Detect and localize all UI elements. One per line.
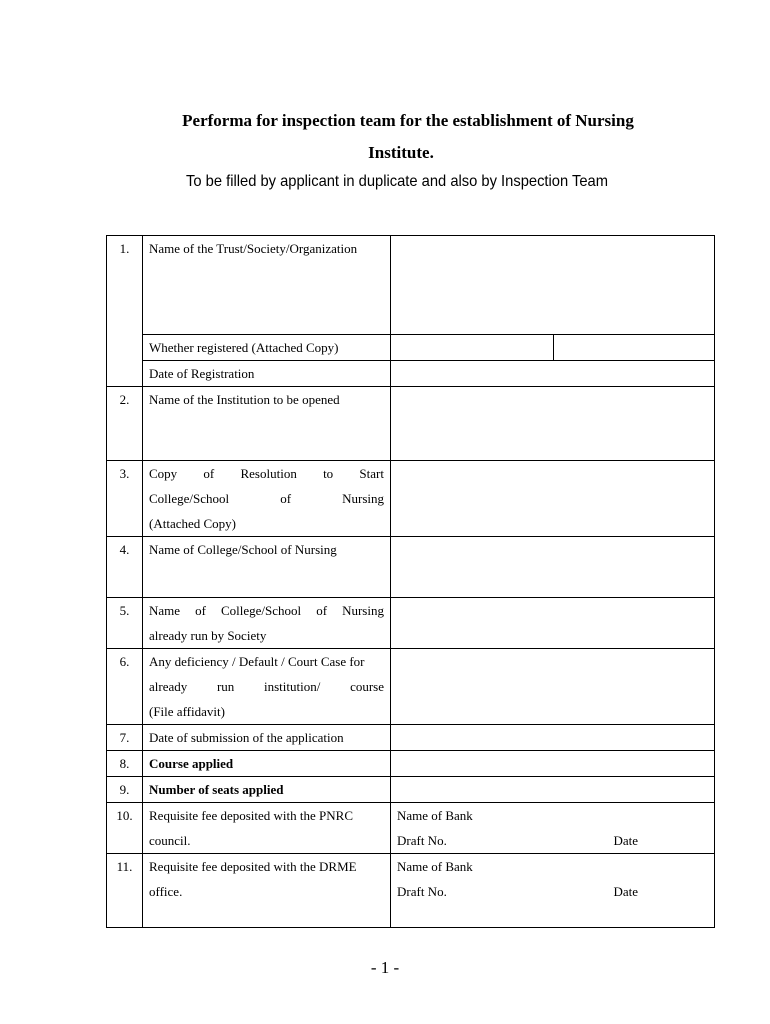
page-number: - 1 - (370, 958, 400, 977)
row-label-college-name: Name of College/School of Nursing (143, 537, 391, 598)
row-label-deficiency (143, 649, 391, 725)
row-number: 2. (107, 387, 143, 461)
form-row-1a (107, 335, 715, 361)
field-registered-copy[interactable] (554, 335, 715, 361)
row-label-submission-date: Date of submission of the application (143, 725, 391, 751)
draft-no-label: Draft No. (397, 884, 447, 899)
field-drme-fee[interactable] (391, 854, 715, 928)
row-number: 5. (107, 598, 143, 649)
row-number: 1. (107, 236, 143, 387)
bank-name-label: Name of Bank (397, 808, 473, 823)
label-word: of (280, 491, 292, 506)
row-label-pnrc-fee (143, 803, 391, 854)
label-word: Nursing (342, 491, 384, 506)
form-subtitle: To be filled by applicant in duplicate and also by Inspection Team (186, 173, 608, 190)
row-number: 4. (107, 537, 143, 598)
field-registration-date[interactable] (391, 361, 715, 387)
label-line: Any deficiency / Default / Court Case for (149, 654, 365, 669)
label-word: Name (149, 603, 181, 618)
row-label-registration-date: Date of Registration (143, 361, 391, 387)
label-word: Start (359, 466, 384, 481)
form-row-1 (107, 236, 715, 335)
form-title-line1: Performa for inspection team for the establishment of Nursing (182, 111, 634, 130)
field-deficiency[interactable] (391, 649, 715, 725)
label-line: council. (149, 833, 191, 848)
label-line: office. (149, 884, 183, 899)
row-label-drme-fee (143, 854, 391, 928)
row-label-course-applied: Course applied (143, 751, 391, 777)
row-number: 9. (107, 777, 143, 803)
field-existing-college[interactable] (391, 598, 715, 649)
form-row-6 (107, 649, 715, 725)
inspection-form-table (106, 235, 715, 928)
field-institution-name[interactable] (391, 387, 715, 461)
row-label-institution-name: Name of the Institution to be opened (143, 387, 391, 461)
row-number: 8. (107, 751, 143, 777)
form-row-8 (107, 751, 715, 777)
row-label-registered: Whether registered (Attached Copy) (143, 335, 391, 361)
field-seats-applied[interactable] (391, 777, 715, 803)
label-line: Requisite fee deposited with the PNRC (149, 808, 354, 823)
label-word: Copy (149, 466, 178, 481)
form-row-5 (107, 598, 715, 649)
date-label: Date (613, 884, 638, 899)
row-label-seats-applied: Number of seats applied (143, 777, 391, 803)
field-college-name[interactable] (391, 537, 715, 598)
label-line: Requisite fee deposited with the DRME (149, 859, 357, 874)
label-word: institution/ (264, 679, 321, 694)
label-line: (Attached Copy) (149, 516, 237, 531)
label-word: course (350, 679, 384, 694)
form-row-4 (107, 537, 715, 598)
draft-no-label: Draft No. (397, 833, 447, 848)
form-title-line2: Institute. (368, 143, 434, 162)
row-label-trust-name: Name of the Trust/Society/Organization (143, 236, 391, 335)
form-row-1b (107, 361, 715, 387)
label-line: already run by Society (149, 628, 267, 643)
label-word: run (216, 679, 235, 694)
bank-name-label: Name of Bank (397, 859, 473, 874)
label-word: to (323, 466, 334, 481)
form-row-9 (107, 777, 715, 803)
form-row-10 (107, 803, 715, 854)
label-word: of (316, 603, 328, 618)
form-row-2 (107, 387, 715, 461)
date-label: Date (613, 833, 638, 848)
row-label-existing-college (143, 598, 391, 649)
label-word: already (149, 679, 188, 694)
label-line: (File affidavit) (149, 704, 225, 719)
field-resolution-copy[interactable] (391, 461, 715, 537)
field-course-applied[interactable] (391, 751, 715, 777)
row-number: 6. (107, 649, 143, 725)
label-word: of (203, 466, 215, 481)
label-word: College/School (220, 603, 302, 618)
label-word: Resolution (240, 466, 297, 481)
row-label-resolution (143, 461, 391, 537)
row-number: 3. (107, 461, 143, 537)
form-row-3 (107, 461, 715, 537)
row-number: 11. (107, 854, 143, 928)
field-submission-date[interactable] (391, 725, 715, 751)
row-number: 7. (107, 725, 143, 751)
label-word: of (195, 603, 206, 618)
field-trust-name[interactable] (391, 236, 715, 335)
form-row-11 (107, 854, 715, 928)
row-number: 10. (107, 803, 143, 854)
label-word: Nursing (342, 603, 384, 618)
field-registered-yes[interactable] (391, 335, 554, 361)
field-pnrc-fee[interactable] (391, 803, 715, 854)
form-row-7 (107, 725, 715, 751)
label-word: College/School (149, 491, 230, 506)
